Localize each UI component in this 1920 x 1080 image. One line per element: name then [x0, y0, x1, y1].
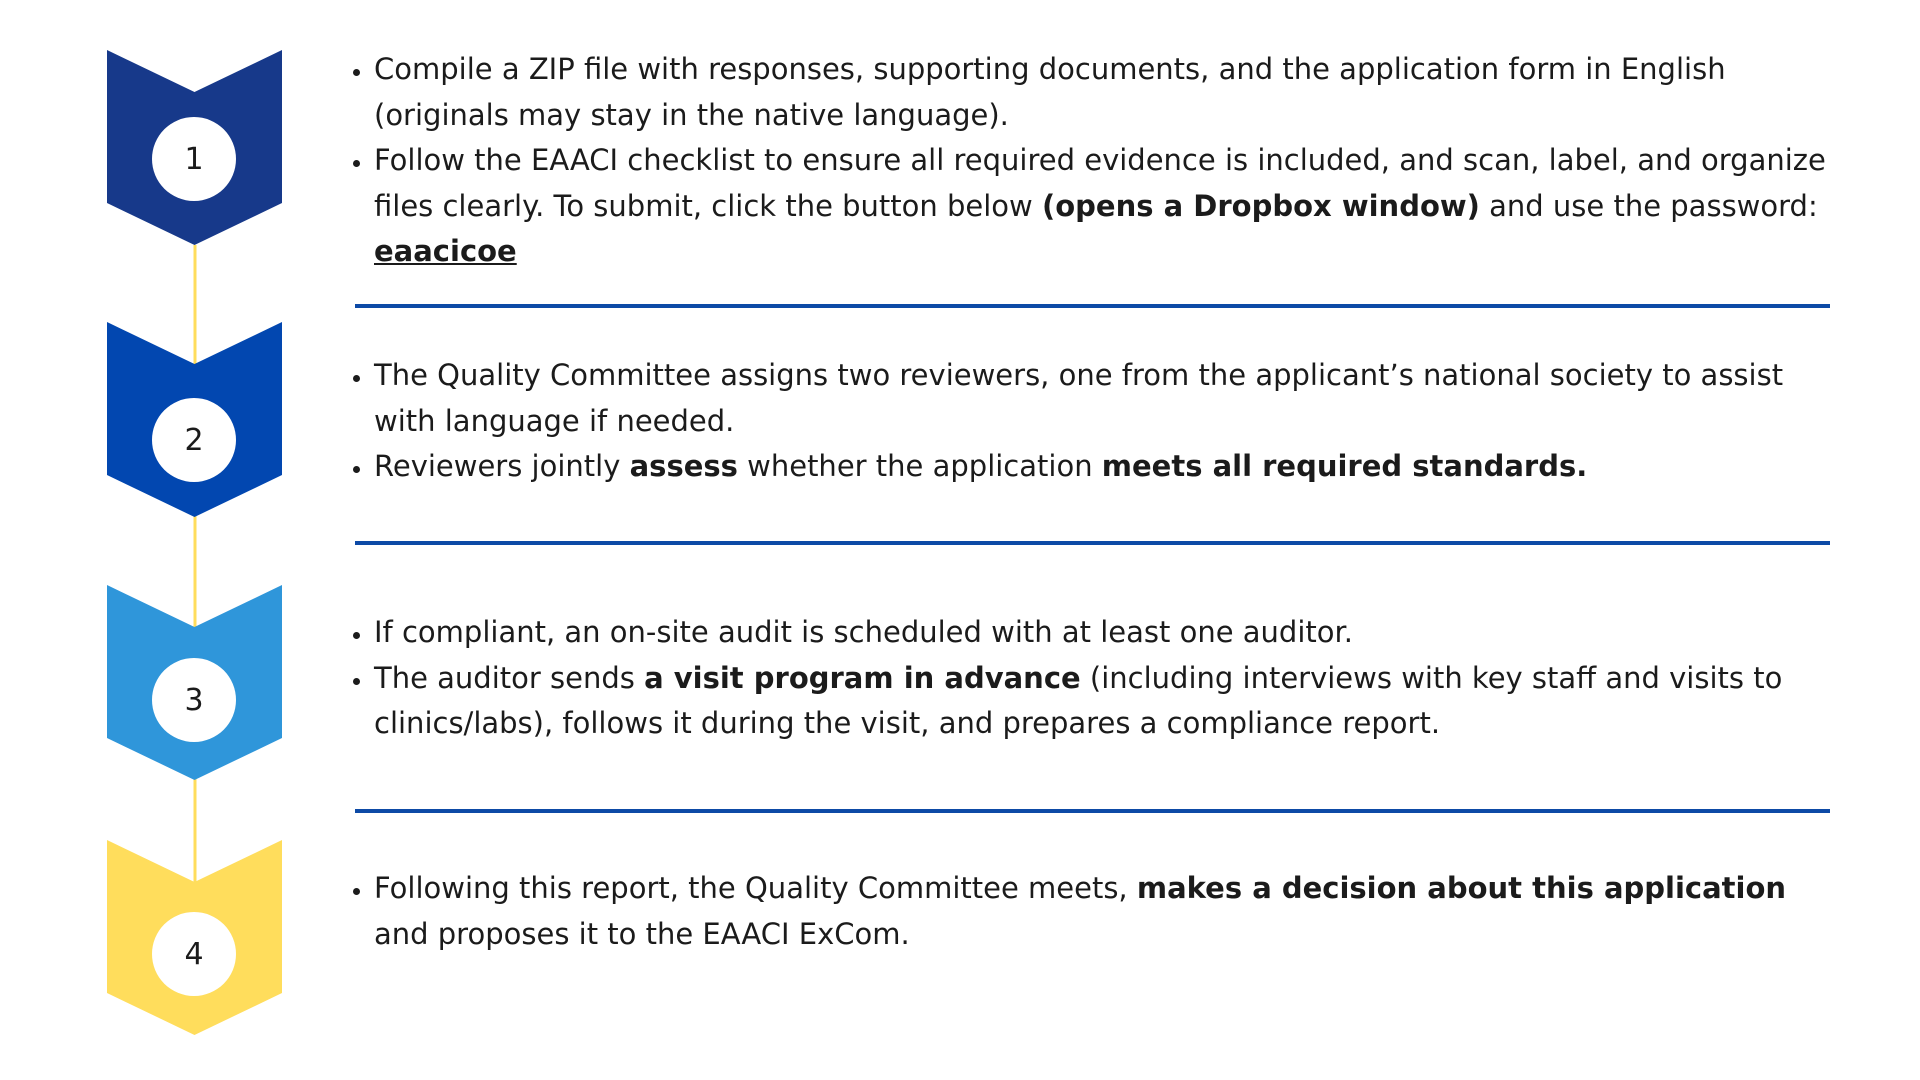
bullet-text: Follow the EAACI checklist to ensure all required evidence is included, and scan, label, and organize files clearly. To submit, click the button below [374, 143, 1826, 223]
divider-1 [355, 304, 1830, 308]
bullet-text: Following this report, the Quality Committee meets, [374, 871, 1137, 905]
step-3-bullet-2 [374, 656, 1840, 747]
step-2-bullet-list [340, 353, 1840, 490]
step-4-number: 4 [184, 936, 204, 972]
emphasis-text: a visit program in advance [644, 660, 1081, 695]
emphasis-text: assess [629, 449, 738, 483]
emphasis-text: meets all required standards. [1101, 449, 1588, 483]
step-2-number: 2 [184, 422, 204, 458]
step-1-bullet-1 [374, 47, 1840, 138]
step-1-bullet-2 [374, 138, 1840, 275]
step-4-description [340, 866, 1840, 957]
emphasis-text: makes a decision about this application [1136, 871, 1787, 905]
step-1-bullet-list [340, 47, 1840, 275]
step-1-number-badge [152, 117, 236, 201]
step-3-bullet-1 [374, 610, 1840, 656]
bullet-text: whether the application [737, 449, 1102, 483]
step-4-number-badge [152, 912, 236, 996]
bullet-text: The Quality Committee assigns two reviewers, one from the applicant’s national society to assist with language if needed. [374, 358, 1784, 438]
step-4-bullet-1 [374, 866, 1840, 957]
divider-3 [355, 809, 1830, 813]
emphasis-text: (opens a Dropbox window) [1042, 188, 1480, 223]
step-2-bullet-2 [374, 444, 1840, 490]
step-1-number: 1 [184, 141, 204, 177]
bullet-text: Reviewers jointly [374, 449, 630, 483]
divider-2 [355, 541, 1830, 545]
step-3-description [340, 610, 1840, 747]
bullet-text: (including interviews with key staff and visits to clinics/labs), follows it during the visit, and prepares a compliance report. [374, 660, 1783, 740]
bullet-text: and proposes it to the EAACI ExCom. [374, 916, 910, 951]
step-2-description [340, 353, 1840, 490]
step-3-number: 3 [184, 682, 204, 718]
step-1-description [340, 47, 1840, 275]
bullet-text: The auditor sends [374, 660, 645, 695]
step-3-number-badge [152, 658, 236, 742]
step-3-bullet-list [340, 610, 1840, 747]
bullet-text: Compile a ZIP file with responses, supporting documents, and the application form in English (originals may stay in the native language). [374, 52, 1726, 132]
step-2-bullet-1 [374, 353, 1840, 444]
bullet-text: and use the password: [1479, 188, 1818, 223]
password-text: eaacicoe [374, 234, 517, 268]
step-4-bullet-list [340, 866, 1840, 957]
step-2-number-badge [152, 398, 236, 482]
bullet-text: If compliant, an on-site audit is scheduled with at least one auditor. [374, 615, 1353, 649]
